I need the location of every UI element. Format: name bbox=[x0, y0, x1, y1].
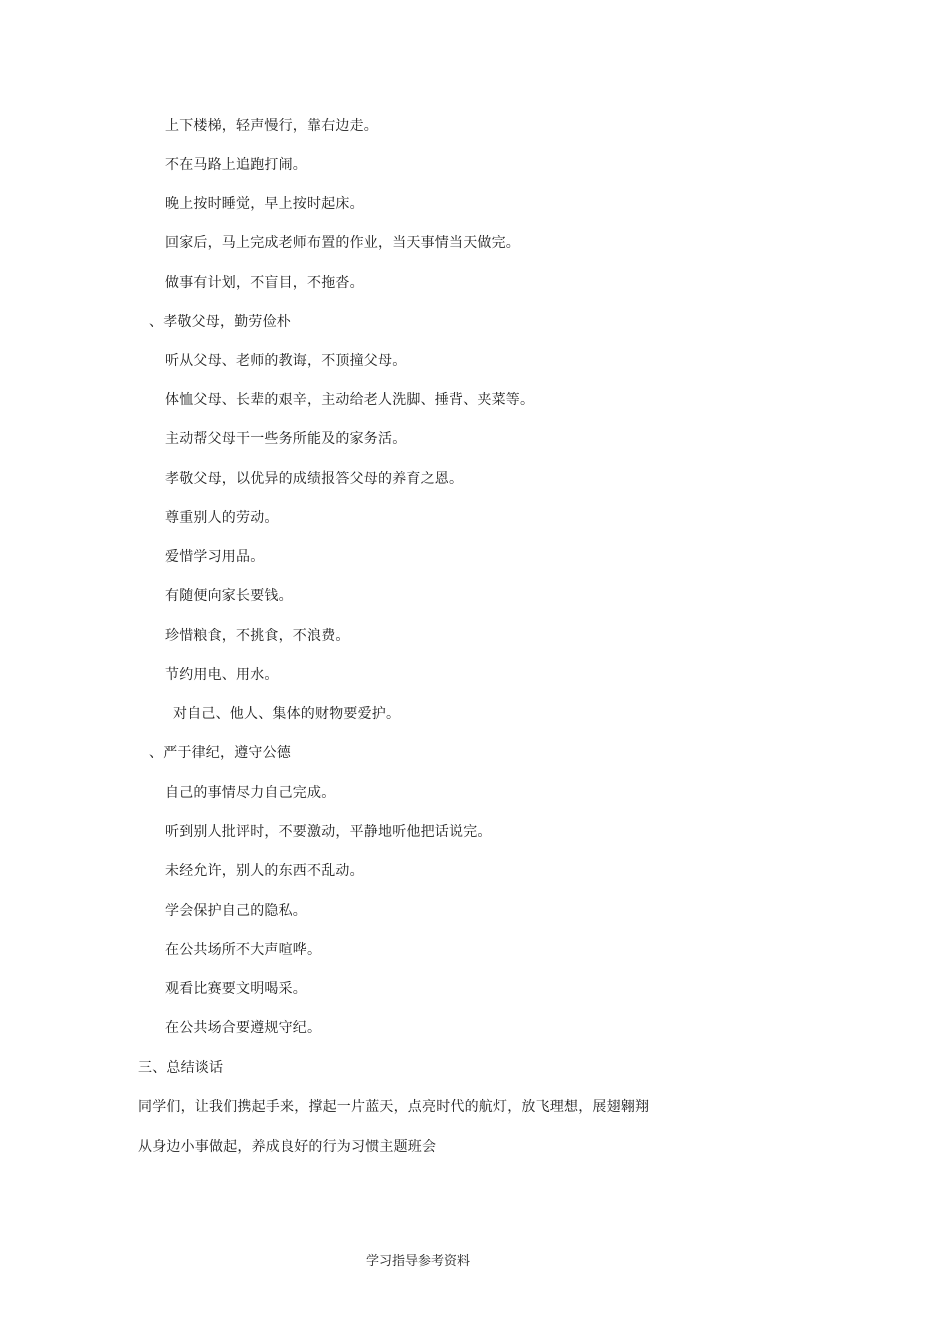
body-line: 不在马路上追跑打闹。 bbox=[165, 157, 307, 173]
body-line: 学会保护自己的隐私。 bbox=[165, 903, 307, 919]
section-heading: 三、总结谈话 bbox=[138, 1060, 224, 1076]
body-line: 听从父母、老师的教诲，不顶撞父母。 bbox=[165, 353, 407, 369]
body-line: 听到别人批评时，不要激动，平静地听他把话说完。 bbox=[165, 824, 492, 840]
body-line: 在公共场所不大声喧哗。 bbox=[165, 942, 322, 958]
document-title-line: 从身边小事做起，养成良好的行为习惯主题班会 bbox=[138, 1139, 437, 1155]
body-line: 未经允许，别人的东西不乱动。 bbox=[165, 863, 364, 879]
body-line: 尊重别人的劳动。 bbox=[165, 510, 279, 526]
body-line: 孝敬父母，以优异的成绩报答父母的养育之恩。 bbox=[165, 471, 464, 487]
body-line: 节约用电、用水。 bbox=[165, 667, 279, 683]
body-line: 自己的事情尽力自己完成。 bbox=[165, 785, 336, 801]
body-line: 珍惜粮食，不挑食，不浪费。 bbox=[165, 628, 350, 644]
body-line: 做事有计划，不盲目，不拖沓。 bbox=[165, 275, 364, 291]
body-line: 晚上按时睡觉，早上按时起床。 bbox=[165, 196, 364, 212]
section-heading: 、孝敬父母，勤劳俭朴 bbox=[149, 314, 291, 330]
body-line: 对自己、他人、集体的财物要爱护。 bbox=[173, 706, 401, 722]
body-line: 有随便向家长要钱。 bbox=[165, 588, 293, 604]
body-line: 主动帮父母干一些务所能及的家务活。 bbox=[165, 431, 407, 447]
body-line: 在公共场合要遵规守纪。 bbox=[165, 1020, 322, 1036]
body-line: 同学们，让我们携起手来，撑起一片蓝天，点亮时代的航灯，放飞理想，展翅翱翔 bbox=[138, 1099, 650, 1115]
section-heading: 、严于律纪，遵守公德 bbox=[149, 745, 291, 761]
body-line: 观看比赛要文明喝采。 bbox=[165, 981, 307, 997]
body-line: 体恤父母、长辈的艰辛，主动给老人洗脚、捶背、夹菜等。 bbox=[165, 392, 535, 408]
body-line: 上下楼梯，轻声慢行，靠右边走。 bbox=[165, 118, 378, 134]
page-footer: 学习指导参考资料 bbox=[366, 1254, 471, 1269]
body-line: 爱惜学习用品。 bbox=[165, 549, 265, 565]
body-line: 回家后，马上完成老师布置的作业，当天事情当天做完。 bbox=[165, 235, 520, 251]
